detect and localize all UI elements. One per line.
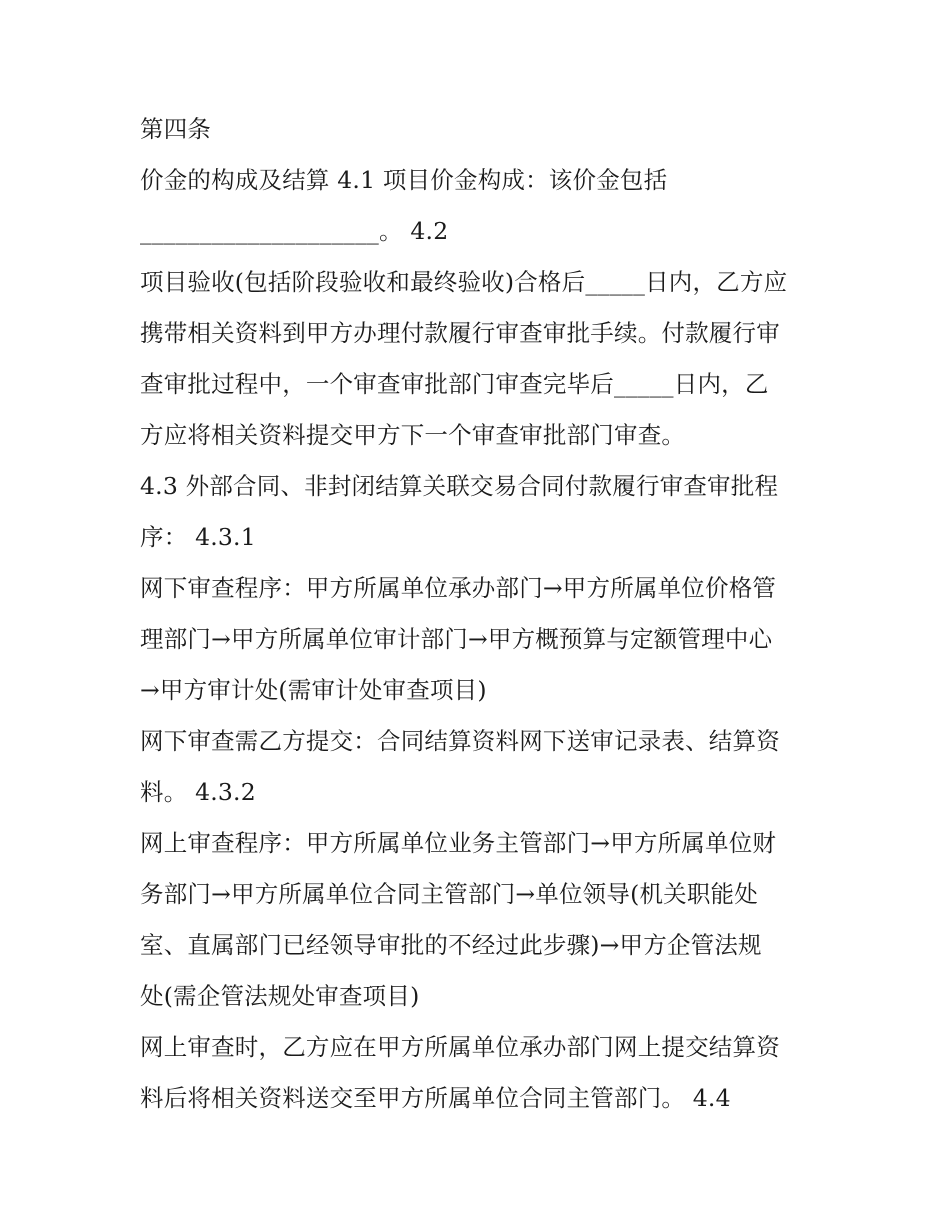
paragraph-line: 务部门→甲方所属单位合同主管部门→单位领导(机关职能处 bbox=[140, 880, 758, 908]
paragraph-line: 序： 4.3.1 bbox=[140, 523, 256, 551]
paragraph-line: 料。 4.3.2 bbox=[140, 778, 256, 806]
paragraph-line: 网下审查程序：甲方所属单位承办部门→甲方所属单位价格管 bbox=[140, 574, 777, 602]
paragraph-line: 处(需企管法规处审查项目) bbox=[140, 982, 420, 1010]
paragraph-line: 查审批过程中，一个审查审批部门审查完毕后_____日内，乙 bbox=[140, 370, 769, 398]
paragraph-line: 携带相关资料到甲方办理付款履行审查审批手续。付款履行审 bbox=[140, 319, 780, 347]
paragraph-line: 料后将相关资料送交至甲方所属单位合同主管部门。 4.4 bbox=[140, 1084, 731, 1112]
paragraph-line: 价金的构成及结算 4.1 项目价金构成：该价金包括 bbox=[140, 166, 668, 194]
paragraph-line: 方应将相关资料提交甲方下一个审查审批部门审查。 bbox=[140, 421, 686, 449]
paragraph-line: 项目验收(包括阶段验收和最终验收)合格后_____日内，乙方应 bbox=[140, 268, 788, 296]
paragraph-line: 理部门→甲方所属单位审计部门→甲方概预算与定额管理中心 bbox=[140, 625, 773, 653]
article-heading: 第四条 bbox=[140, 115, 212, 143]
document-body bbox=[140, 104, 830, 1124]
paragraph-line: 网上审查程序：甲方所属单位业务主管部门→甲方所属单位财 bbox=[140, 829, 777, 857]
paragraph-line: 网下审查需乙方提交：合同结算资料网下送审记录表、结算资 bbox=[140, 727, 780, 755]
paragraph-line: 4.3 外部合同、非封闭结算关联交易合同付款履行审查审批程 bbox=[140, 472, 779, 500]
paragraph-line: →甲方审计处(需审计处审查项目) bbox=[140, 676, 487, 704]
paragraph-line: 网上审查时，乙方应在甲方所属单位承办部门网上提交结算资 bbox=[140, 1033, 780, 1061]
paragraph-line: 室、直属部门已经领导审批的不经过此步骤)→甲方企管法规 bbox=[140, 931, 762, 959]
paragraph-line: ____________________。 4.2 bbox=[140, 217, 449, 245]
